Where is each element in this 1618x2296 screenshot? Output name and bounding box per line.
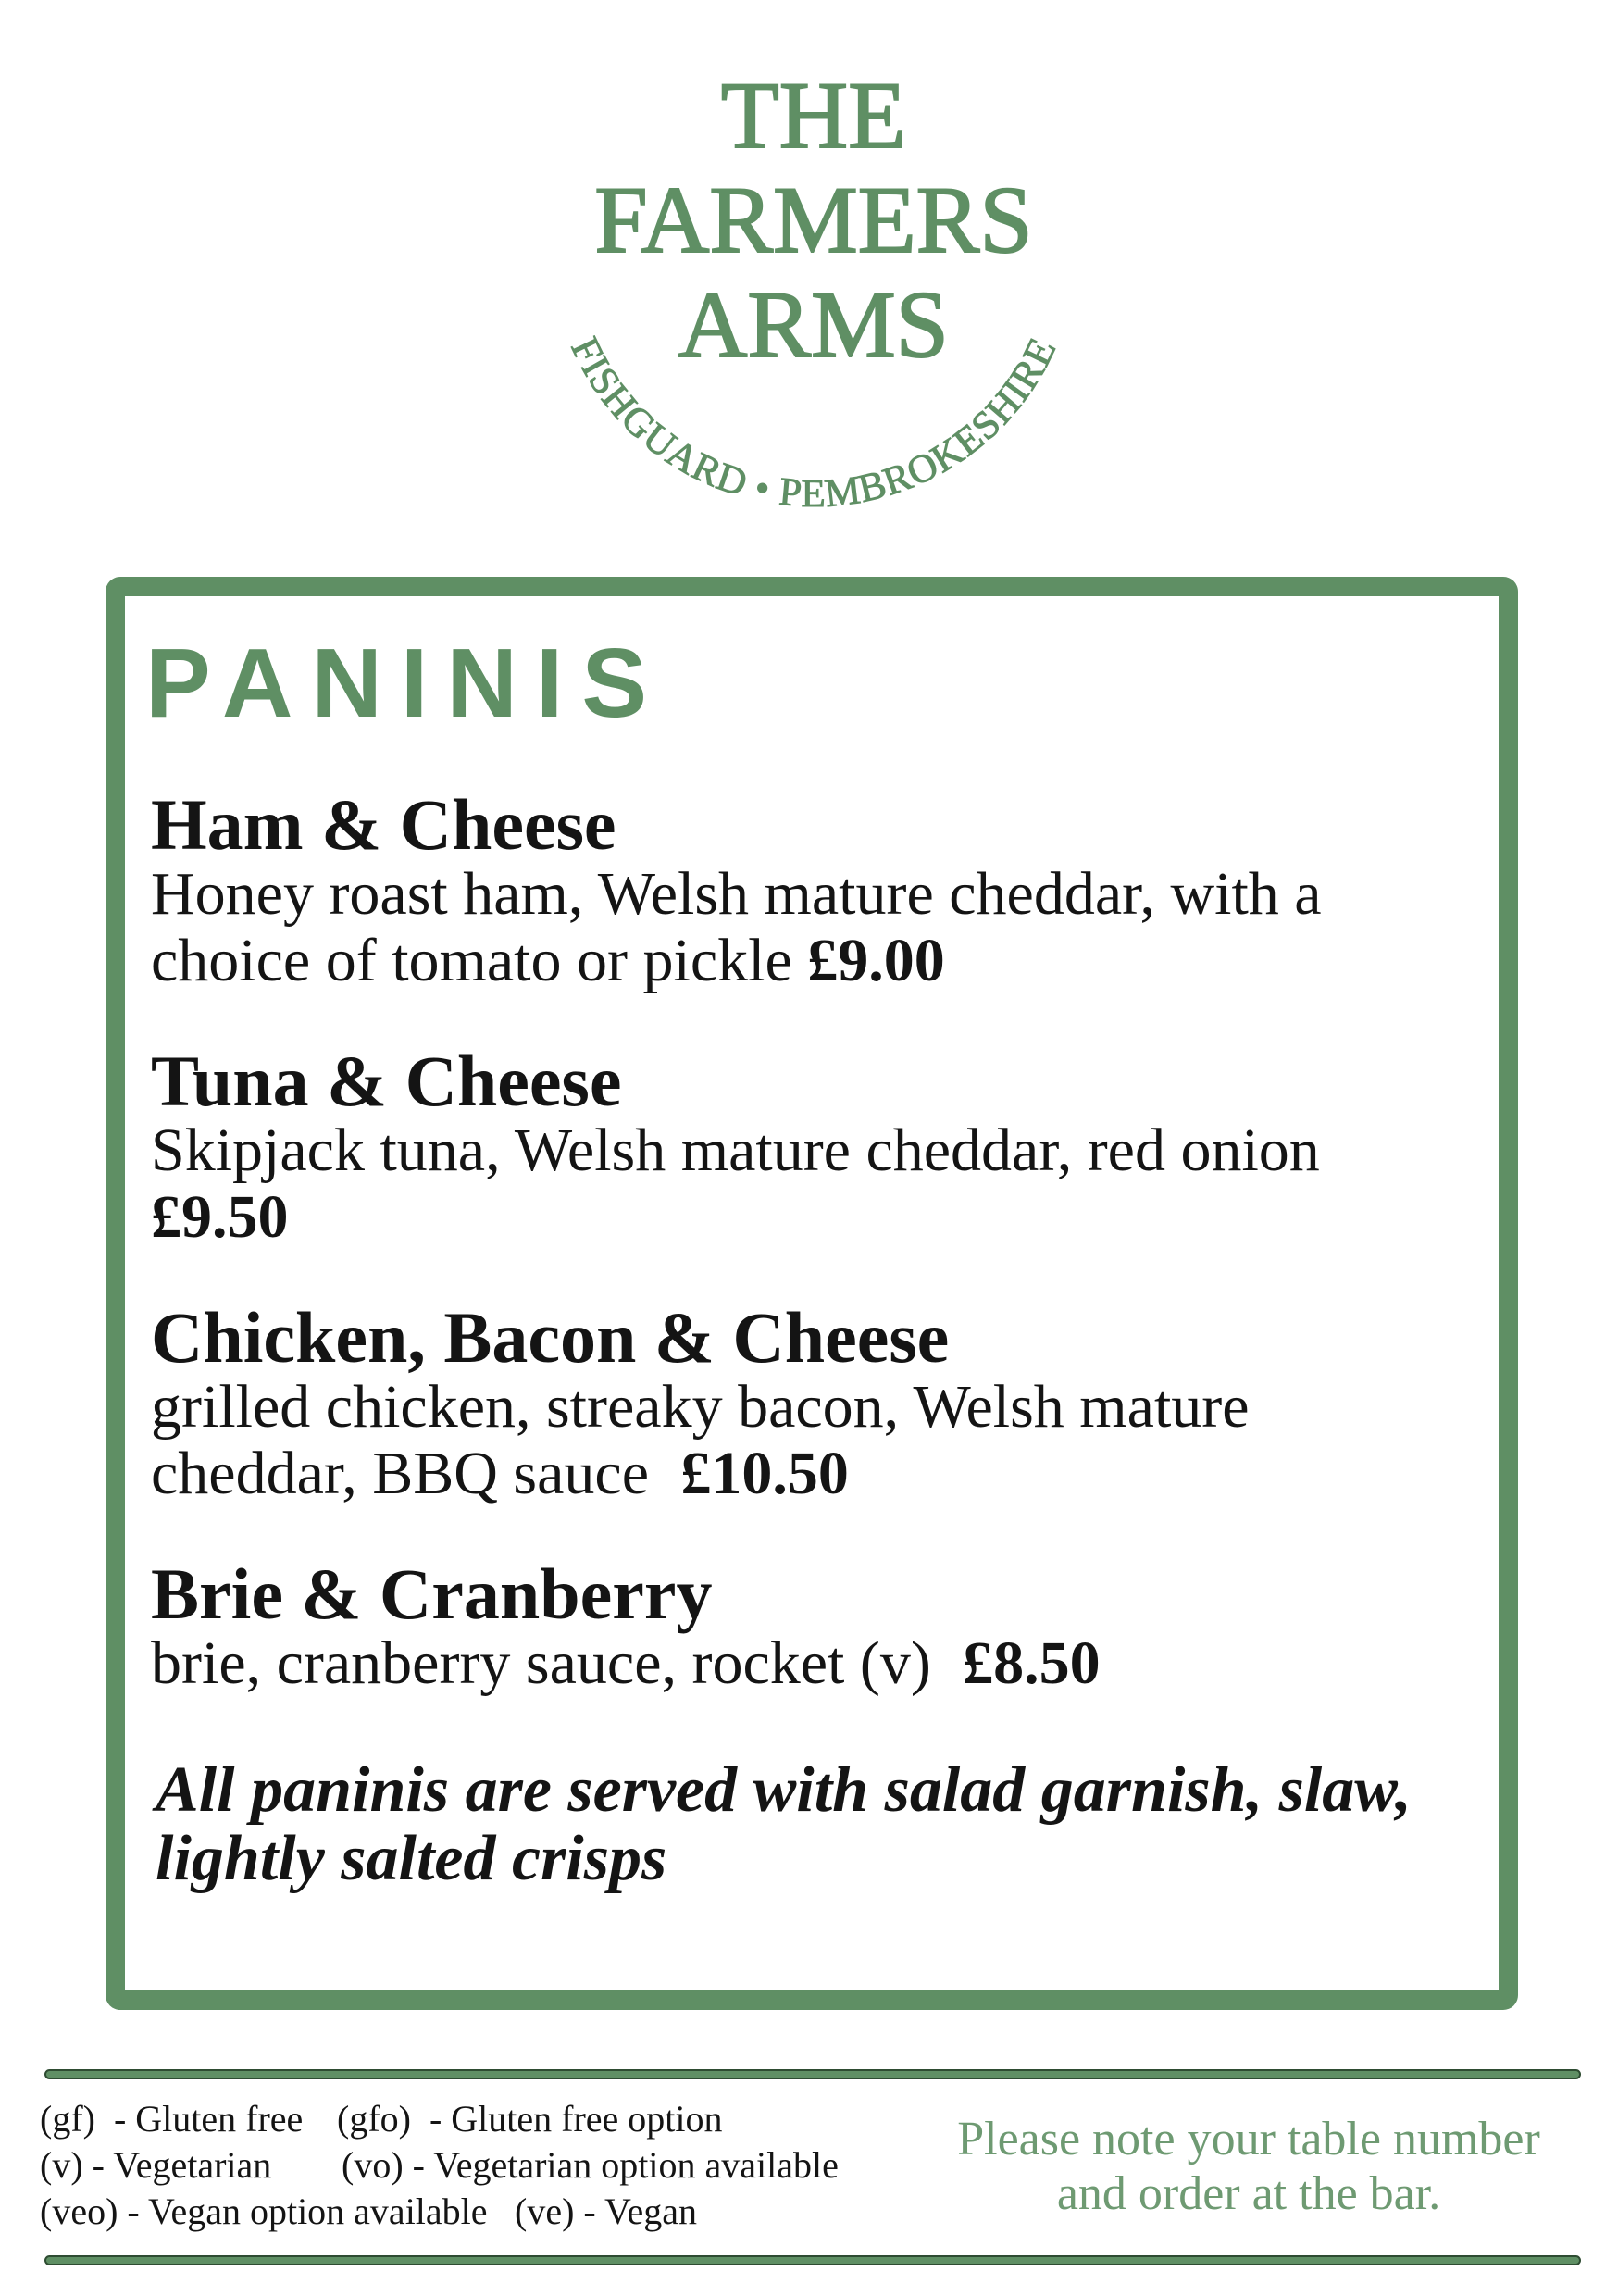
menu-content — [145, 629, 1438, 1894]
item-description-text: brie, cranberry sauce, rocket (v) — [151, 1629, 931, 1697]
item-description — [151, 861, 1438, 994]
logo-line: THE — [720, 63, 907, 168]
item-name: Ham & Cheese — [151, 784, 616, 865]
item-description — [151, 1630, 1438, 1697]
menu-box — [106, 577, 1518, 2010]
legend-row — [40, 2096, 891, 2142]
item-price: £8.50 — [963, 1629, 1101, 1697]
logo-line: FARMERS — [594, 168, 1033, 273]
footer-rule-top — [44, 2069, 1581, 2079]
item-name: Tuna & Cheese — [151, 1041, 622, 1121]
ordering-note: Please note your table number and order at the bar. — [957, 2113, 1540, 2220]
item-name: Brie & Cranberry — [151, 1554, 713, 1634]
menu-item — [151, 1041, 1438, 1251]
logo-location-label: FISHGUARD • PEMBROKESHIRE — [562, 331, 1065, 517]
item-description — [151, 1117, 1438, 1251]
legend-entry: (gfo) - Gluten free option — [337, 2098, 723, 2140]
item-price: £9.50 — [151, 1183, 289, 1251]
logo-location-arc — [0, 0, 1618, 574]
logo-line: ARMS — [678, 272, 949, 378]
legend-row — [40, 2189, 891, 2235]
legend-entry: (ve) - Vegan — [515, 2190, 697, 2232]
footer-rule-bottom — [44, 2255, 1581, 2265]
item-description-text: grilled chicken, streaky bacon, Welsh mature cheddar, BBQ sauce — [151, 1373, 1250, 1507]
item-name: Chicken, Bacon & Cheese — [151, 1297, 950, 1378]
section-title: PANINIS — [145, 629, 666, 738]
legend-entry: (veo) - Vegan option available — [40, 2190, 488, 2232]
item-price: £10.50 — [680, 1440, 849, 1507]
serving-note: All paninis are served with salad garnish, slaw, lightly salted crisps — [156, 1754, 1412, 1894]
logo-location-text — [562, 331, 1064, 516]
legend-row — [40, 2142, 891, 2189]
item-description-text: Honey roast ham, Welsh mature cheddar, with a choice of tomato or pickle — [151, 860, 1322, 994]
dietary-legend — [40, 2096, 891, 2235]
menu-item — [151, 1554, 1438, 1697]
legend-entry: (vo) - Vegetarian option available — [342, 2144, 839, 2186]
item-description — [151, 1374, 1438, 1507]
menu-item — [151, 784, 1438, 994]
legend-entry: (gf) - Gluten free — [40, 2098, 304, 2140]
menu-item — [151, 1297, 1438, 1507]
item-description-text: Skipjack tuna, Welsh mature cheddar, red onion — [151, 1117, 1320, 1184]
item-price: £9.00 — [807, 927, 945, 994]
legend-entry: (v) - Vegetarian — [40, 2144, 272, 2186]
